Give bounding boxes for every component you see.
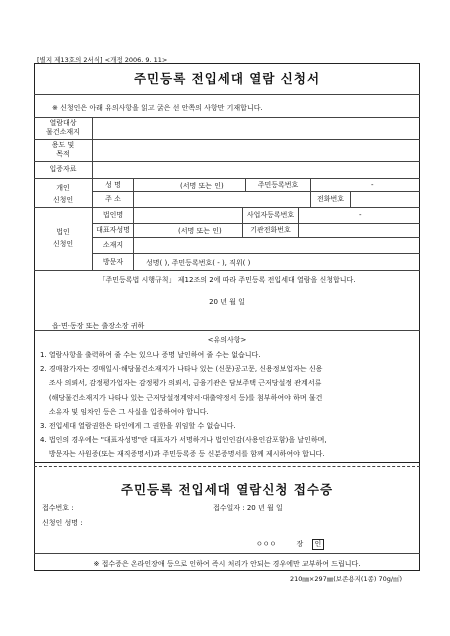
divider: [34, 94, 420, 95]
address-field[interactable]: [93, 118, 419, 138]
statement: 「주민등록법 시행규칙」 제12조의 2에 따라 주민등록 전입세대 열람을 신청합니다.: [98, 276, 356, 284]
note-item: 방문자는 사원증(또는 재직증명서)과 주민등록증 등 신분증명서를 함께 제시하여야 합니다.: [40, 450, 325, 459]
biz-no-label: 사업자등록번호: [246, 211, 295, 219]
individual-name-label: 성 명: [105, 181, 121, 189]
note-item: 2. 경매참가자는 경매일시·해당물건소재지가 나타나 있는 (신문)공고문, 신용정보업자는 신용: [40, 365, 323, 374]
individual-sign-note: (서명 또는 인): [180, 182, 224, 190]
notes-title: <유의사항>: [207, 336, 247, 344]
rep-name-label: 대표자성명: [96, 226, 130, 234]
official-name: [256, 539, 324, 550]
official-title: 장: [296, 540, 304, 548]
rep-sign-note: (서명 또는 인): [178, 227, 222, 235]
evidence-field[interactable]: [93, 162, 419, 177]
address-label: 열람대상 물건소재지: [46, 119, 80, 136]
seal-box: 인: [312, 539, 325, 550]
note-item: 4. 법인의 경우에는 "대표자성명"란 대표자가 서명하거나 법인인감(사용인감포함)을 날인하며,: [40, 436, 327, 445]
individual-address-label: 주 소: [105, 195, 121, 203]
corp-phone-label: 기관전화번호: [250, 226, 291, 234]
note-item: 1. 열람사항을 출력하여 줄 수는 있으나 증명 날인하여 줄 수는 없습니다.: [40, 351, 261, 359]
instruction-text: ※ 신청인은 아래 유의사항을 읽고 굵은 선 안쪽의 사항만 기재합니다.: [52, 104, 263, 112]
individual-section-label: 개인 신청인: [52, 184, 74, 204]
location-field[interactable]: [134, 238, 419, 252]
notes-list: [40, 348, 420, 462]
applicant-name-label: 신청인 성명 :: [42, 519, 83, 527]
corp-name-label: 법인명: [102, 211, 124, 219]
addressee: 읍·면·동장 또는 출장소장 귀하: [52, 322, 145, 330]
rrn-dash: -: [371, 181, 374, 189]
form-title: 주민등록 전입세대 열람 신청서: [133, 71, 321, 86]
official-placeholder: ㅇㅇㅇ: [256, 540, 277, 548]
individual-address-field[interactable]: [134, 192, 309, 206]
visitor-info[interactable]: 성명( ), 주민등록번호( - ), 직위( ): [146, 259, 251, 267]
visitor-label: 방문자: [102, 258, 124, 266]
paper-spec: 210㎜×297㎜(보존용지(1종) 70g/㎡): [290, 575, 403, 583]
receipt-footer-note: ※ 접수증은 온라인장애 등으로 인하여 즉시 처리가 안되는 경우에만 교부하여 드립니다.: [93, 560, 361, 568]
receipt-no-label: 접수번호 :: [42, 504, 74, 512]
note-item: 3. 전입세대 열람권한은 타인에게 그 권한을 위임할 수 없습니다.: [40, 422, 236, 431]
corporate-section-label: 법인 신청인: [52, 228, 74, 248]
individual-phone-field[interactable]: [351, 192, 419, 206]
corp-phone-field[interactable]: [299, 224, 419, 236]
individual-rrn-field[interactable]: [311, 179, 419, 191]
purpose-label: 용도 및 목적: [51, 141, 75, 158]
location-label: 소재지: [102, 241, 124, 249]
date-line[interactable]: 20 년 월 일: [209, 298, 245, 306]
note-item: 조사 의뢰서, 감정평가업자는 감정평가 의뢰서, 금융기관은 담보주택 근저당설정 관계서류: [40, 379, 322, 388]
note-item: (해당물건소재지가 나타나 있는 근저당설정계약서·대출약정서 등)를 첨부하여야 하며 물건: [40, 393, 323, 402]
note-item: 소유자 및 임차인 등은 그 사실을 입증하여야 합니다.: [40, 407, 209, 416]
purpose-field[interactable]: [93, 140, 419, 160]
form-number-note: [별지 제13호의 2서식] <개정 2006. 9. 11>: [37, 56, 168, 64]
cut-line: [34, 466, 420, 467]
receipt-title: 주민등록 전입세대 열람신청 접수증: [120, 482, 334, 497]
biz-dash: -: [359, 211, 362, 219]
corp-name-field[interactable]: [134, 208, 241, 222]
individual-rrn-label: 주민등록번호: [257, 181, 299, 189]
evidence-label: 입증자료: [49, 165, 77, 173]
individual-phone-label: 전화번호: [316, 195, 345, 203]
receipt-date-label: 접수일자 : 20 년 월 일: [213, 504, 283, 512]
